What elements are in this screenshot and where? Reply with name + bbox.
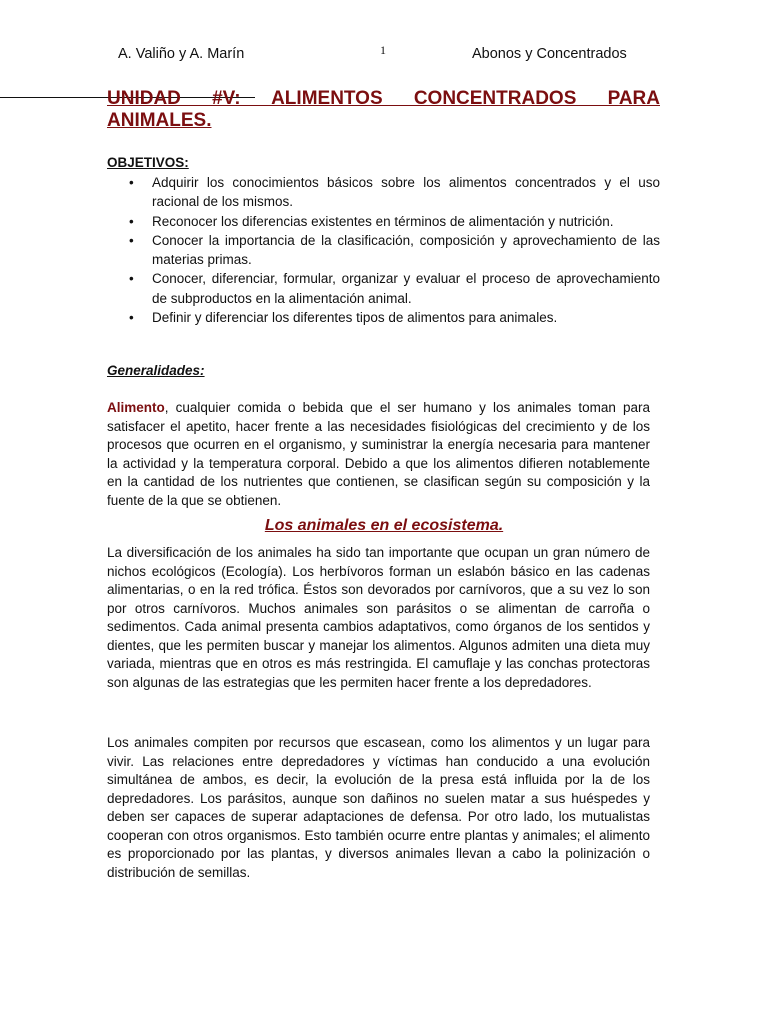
alimento-definition	[107, 399, 650, 510]
bullet-icon: •	[129, 213, 134, 229]
objective-text: Reconocer los diferencias existentes en términos de alimentación y nutrición.	[152, 213, 614, 229]
unit-title-line1: UNIDAD #V: ALIMENTOS CONCENTRADOS PARA	[107, 88, 660, 109]
alimento-text: , cualquier comida o bebida que el ser humano y los animales toman para satisfacer el apetito, hacer frente a las necesidades fisiológicas del crecimiento y de los procesos que ocurren en el organismo, y suministrar la energía necesaria para mantener la actividad y la temperatura corporal. Debido a que los alimentos difieren notablemente en la cantidad de los nutrientes que contienen, se clasifican según su composición y la fuente de la que se obtienen.	[107, 400, 650, 508]
objective-text: Conocer, diferenciar, formular, organizar y evaluar el proceso de aprovechamiento de subproductos en la alimentación animal.	[152, 271, 660, 306]
section-paragraph-1: La diversificación de los animales ha sido tan importante que ocupan un gran número de nichos ecológicos (Ecología). Los herbívoros forman un eslabón básico en las cadenas alimentarias, o en la red trófica. Éstos son devorados por carnívoros, que a su vez lo son por otros carnívoros. Muchos animales son parásitos o se alimentan de carroña o sedimentos. Cada animal presenta cambios adaptativos, como órganos de los sentidos y dientes, que les permiten buscar y manejar los alimentos. Algunos admiten una dieta muy variada, mientras que en otros es más restringida. El camuflaje y las conchas protectoras son algunas de las estrategias que les permiten hacer frente a los depredadores.	[107, 545, 650, 690]
alimento-term: Alimento	[107, 400, 165, 415]
section-paragraph-2: Los animales compiten por recursos que escasean, como los alimentos y un lugar para vivir. Las relaciones entre depredadores y víctimas han conducido a una evolución simultánea de ambos, es decir, la evolución de la presa está influida por la de los depredadores. Los parásitos, aunque son dañinos no suelen matar a sus huéspedes y deben ser capaces de superar adaptaciones de defensa. Por otro lado, los mutualistas cooperan con otros organismos. Esto también ocurre entre plantas y animales; el alimento es proporcionado por las plantas, y diversos animales llevan a cabo la polinización o distribución de semillas.	[107, 735, 650, 880]
objective-text: Adquirir los conocimientos básicos sobre los alimentos concentrados y el uso racional de los mismos.	[152, 175, 660, 210]
bullet-icon: •	[129, 271, 134, 287]
unit-title	[107, 88, 660, 132]
objective-item	[107, 269, 660, 308]
section-title: Los animales en el ecosistema.	[264, 517, 504, 534]
objective-text: Conocer la importancia de la clasificación, composición y aprovechamiento de las materias primas.	[152, 232, 660, 268]
bullet-icon: •	[129, 232, 134, 248]
unit-title-line2: ANIMALES.	[107, 110, 212, 131]
page-header	[0, 43, 768, 70]
objective-item	[107, 308, 660, 327]
objectives-section	[107, 154, 660, 327]
header-authors: A. Valiño y A. Marín	[118, 46, 245, 62]
objective-text: Definir y diferenciar los diferentes tipos de alimentos para animales.	[152, 310, 558, 326]
generalidades-heading: Generalidades:	[107, 363, 205, 378]
objectives-heading: OBJETIVOS:	[107, 155, 189, 170]
objective-item	[107, 212, 660, 231]
page-number: 1	[380, 43, 386, 57]
bullet-icon: •	[129, 310, 134, 326]
objective-item	[107, 173, 660, 212]
bullet-icon: •	[129, 175, 134, 190]
header-doc-title: Abonos y Concentrados	[472, 46, 627, 62]
objectives-list	[107, 173, 660, 327]
objective-item	[107, 231, 660, 270]
